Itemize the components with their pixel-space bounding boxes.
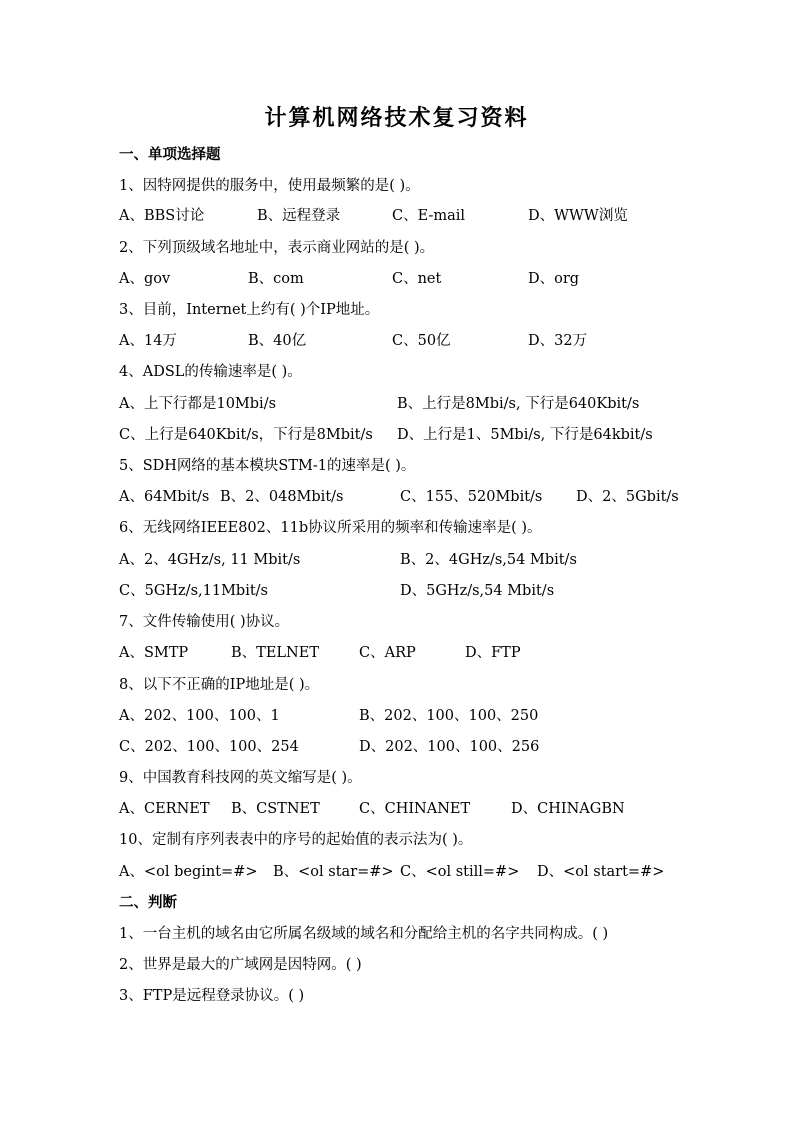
question-9: 9、中国教育科技网的英文缩写是( )。 — [119, 770, 362, 786]
q4-option-b: B、上行是8Mbi/s, 下行是640Kbit/s — [397, 396, 640, 412]
question-7: 7、文件传输使用( )协议。 — [119, 614, 290, 630]
q2-option-c: C、net — [392, 271, 442, 287]
q10-option-d: D、<ol start=#> — [537, 864, 665, 880]
q8-option-c: C、202、100、100、254 — [119, 739, 299, 755]
judgement-2: 2、世界是最大的广域网是因特网。( ) — [119, 957, 362, 973]
q10-option-b: B、<ol star=#> — [273, 864, 394, 880]
q7-option-a: A、SMTP — [119, 645, 189, 661]
section-heading-single-choice: 一、单项选择题 — [119, 147, 221, 163]
q9-option-c: C、CHINANET — [359, 801, 471, 817]
q1-option-a: A、BBS讨论 — [119, 208, 205, 224]
q5-option-d: D、2、5Gbit/s — [576, 489, 679, 505]
question-6: 6、无线网络IEEE802、11b协议所采用的频率和传输速率是( )。 — [119, 520, 542, 536]
q6-option-d: D、5GHz/s,54 Mbit/s — [400, 583, 555, 599]
q8-option-d: D、202、100、100、256 — [359, 739, 540, 755]
question-4: 4、ADSL的传输速率是( )。 — [119, 364, 302, 380]
q1-option-b: B、远程登录 — [257, 208, 341, 224]
q7-option-c: C、ARP — [359, 645, 416, 661]
q7-option-d: D、FTP — [465, 645, 521, 661]
q6-option-b: B、2、4GHz/s,54 Mbit/s — [400, 552, 577, 568]
document-title: 计算机网络技术复习资料 — [264, 105, 529, 131]
q8-option-a: A、202、100、100、1 — [119, 708, 280, 724]
q3-option-c: C、50亿 — [392, 333, 451, 349]
q4-option-c: C、上行是640Kbit/s，下行是8Mbit/s — [119, 427, 373, 443]
q5-option-a: A、64Mbit/s — [119, 489, 210, 505]
q6-option-a: A、2、4GHz/s, 11 Mbit/s — [119, 552, 301, 568]
q4-option-a: A、上下行都是10Mbi/s — [119, 396, 277, 412]
question-2: 2、下列顶级域名地址中，表示商业网站的是( )。 — [119, 240, 435, 256]
q6-option-c: C、5GHz/s,11Mbit/s — [119, 583, 268, 599]
q9-option-a: A、CERNET — [119, 801, 210, 817]
judgement-1: 1、一台主机的域名由它所属名级域的域名和分配给主机的名字共同构成。( ) — [119, 926, 609, 942]
q3-option-d: D、32万 — [528, 333, 588, 349]
q9-option-b: B、CSTNET — [231, 801, 320, 817]
q2-option-b: B、com — [248, 271, 304, 287]
q10-option-a: A、<ol begint=#> — [119, 864, 258, 880]
question-3: 3、目前，Internet上约有( )个IP地址。 — [119, 302, 380, 318]
question-10: 10、定制有序列表表中的序号的起始值的表示法为( )。 — [119, 832, 473, 848]
section-heading-true-false: 二、判断 — [119, 895, 177, 911]
q5-option-b: B、2、048Mbit/s — [220, 489, 344, 505]
q2-option-a: A、gov — [119, 271, 171, 287]
q3-option-b: B、40亿 — [248, 333, 307, 349]
q1-option-d: D、WWW浏览 — [528, 208, 628, 224]
q3-option-a: A、14万 — [119, 333, 177, 349]
q4-option-d: D、上行是1、5Mbi/s, 下行是64kbit/s — [397, 427, 653, 443]
q5-option-c: C、155、520Mbit/s — [400, 489, 543, 505]
question-5: 5、SDH网络的基本模块STM-1的速率是( )。 — [119, 458, 416, 474]
question-8: 8、以下不正确的IP地址是( )。 — [119, 677, 320, 693]
judgement-3: 3、FTP是远程登录协议。( ) — [119, 988, 305, 1004]
question-1: 1、因特网提供的服务中，使用最频繁的是( )。 — [119, 178, 420, 194]
q9-option-d: D、CHINAGBN — [511, 801, 625, 817]
q10-option-c: C、<ol still=#> — [400, 864, 520, 880]
q1-option-c: C、E-mail — [392, 208, 466, 224]
q8-option-b: B、202、100、100、250 — [359, 708, 539, 724]
q7-option-b: B、TELNET — [231, 645, 319, 661]
q2-option-d: D、org — [528, 271, 580, 287]
